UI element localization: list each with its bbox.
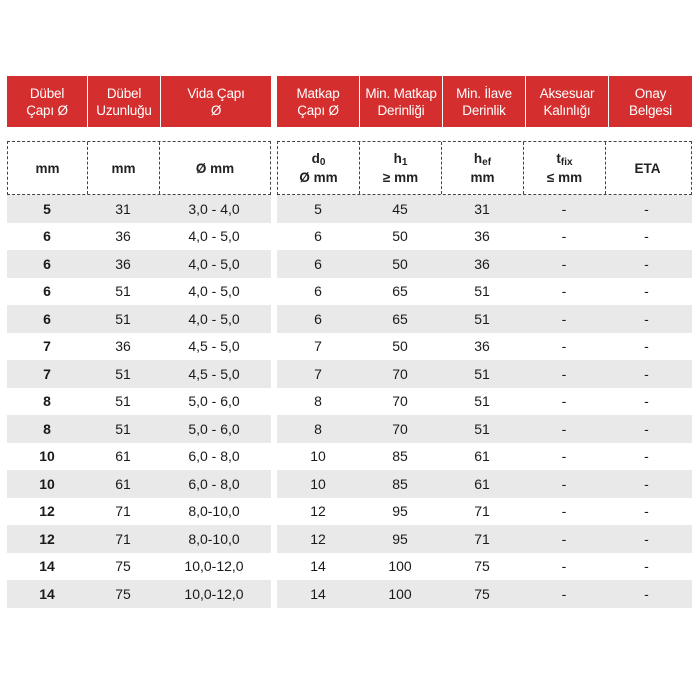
unit-cell: mm bbox=[8, 142, 88, 194]
header-min-drill-depth: Min. Matkap Derinliği bbox=[360, 76, 443, 127]
table-row bbox=[277, 498, 692, 526]
table-cell: 65 bbox=[392, 310, 408, 327]
table-cell: 50 bbox=[392, 338, 408, 355]
table-cell: 61 bbox=[115, 475, 131, 492]
table-cell: 6,0 - 8,0 bbox=[188, 475, 240, 492]
table-cell: 31 bbox=[474, 200, 490, 217]
table-cell: 12 bbox=[310, 530, 326, 547]
table-cell: 45 bbox=[392, 200, 408, 217]
table-cell: 8,0-10,0 bbox=[188, 503, 240, 520]
table-cell: 51 bbox=[115, 283, 131, 300]
dowel-rows bbox=[7, 195, 271, 608]
table-cell: - bbox=[561, 448, 567, 465]
drill-table bbox=[277, 76, 692, 608]
table-cell: 7 bbox=[314, 365, 322, 382]
table-cell: 95 bbox=[392, 503, 408, 520]
table-cell: - bbox=[644, 310, 649, 327]
table-cell: 36 bbox=[474, 255, 490, 272]
table-cell: 6 bbox=[43, 310, 51, 327]
table-row bbox=[7, 470, 271, 498]
table-cell: - bbox=[644, 585, 649, 602]
table-cell: 61 bbox=[474, 475, 490, 492]
table-row bbox=[277, 223, 692, 251]
unit-cell: $h_1$ ≥ mm bbox=[360, 142, 442, 194]
table-cell: 14 bbox=[310, 558, 326, 575]
unit-cell: $d_0$ Ø mm bbox=[278, 142, 360, 194]
table-row bbox=[277, 580, 692, 608]
table-cell: 51 bbox=[474, 283, 490, 300]
table-row bbox=[7, 498, 271, 526]
drill-rows bbox=[277, 195, 692, 608]
header-min-embed-depth: Min. İlave Derinlik bbox=[443, 76, 526, 127]
table-cell: 6 bbox=[314, 228, 322, 245]
table-row bbox=[277, 305, 692, 333]
table-cell: 6,0 - 8,0 bbox=[188, 448, 240, 465]
table-cell: - bbox=[561, 585, 567, 602]
table-cell: 71 bbox=[115, 503, 131, 520]
table-cell: 61 bbox=[115, 448, 131, 465]
dowel-units-row bbox=[7, 141, 271, 195]
table-row bbox=[277, 278, 692, 306]
table-cell: 12 bbox=[39, 503, 55, 520]
table-cell: 4,0 - 5,0 bbox=[188, 310, 240, 327]
table-row bbox=[7, 525, 271, 553]
table-row bbox=[277, 470, 692, 498]
table-cell: 4,0 - 5,0 bbox=[188, 283, 240, 300]
table-cell: - bbox=[561, 558, 567, 575]
table-cell: - bbox=[561, 475, 567, 492]
table-cell: 70 bbox=[392, 420, 408, 437]
table-cell: 6 bbox=[43, 255, 51, 272]
table-cell: 75 bbox=[474, 558, 490, 575]
table-cell: 85 bbox=[392, 475, 408, 492]
table-cell: 5,0 - 6,0 bbox=[188, 393, 240, 410]
table-cell: 12 bbox=[39, 530, 55, 547]
table-row bbox=[7, 333, 271, 361]
table-cell: - bbox=[561, 393, 567, 410]
table-row bbox=[277, 333, 692, 361]
table-cell: - bbox=[561, 228, 567, 245]
unit-cell: $t_{fix}$ ≤ mm bbox=[524, 142, 606, 194]
table-cell: 50 bbox=[392, 228, 408, 245]
table-cell: - bbox=[561, 530, 567, 547]
table-row bbox=[277, 443, 692, 471]
table-row bbox=[7, 250, 271, 278]
table-cell: - bbox=[561, 283, 567, 300]
table-row bbox=[7, 195, 271, 223]
table-cell: - bbox=[644, 365, 649, 382]
drill-units-row bbox=[277, 141, 692, 195]
table-cell: - bbox=[644, 420, 649, 437]
table-cell: 71 bbox=[474, 503, 490, 520]
table-cell: 4,0 - 5,0 bbox=[188, 255, 240, 272]
table-cell: - bbox=[644, 228, 649, 245]
table-cell: 6 bbox=[314, 283, 322, 300]
table-cell: - bbox=[561, 200, 567, 217]
table-cell: 51 bbox=[115, 420, 131, 437]
table-cell: 51 bbox=[474, 393, 490, 410]
table-row bbox=[277, 195, 692, 223]
table-row bbox=[7, 415, 271, 443]
header-screw-diameter: Vida Çapı Ø bbox=[187, 85, 245, 118]
table-cell: 8 bbox=[314, 420, 322, 437]
table-row bbox=[277, 525, 692, 553]
table-cell: 8 bbox=[43, 420, 51, 437]
table-cell: 4,0 - 5,0 bbox=[188, 228, 240, 245]
table-cell: - bbox=[644, 255, 649, 272]
table-cell: 10,0-12,0 bbox=[184, 585, 244, 602]
table-cell: 71 bbox=[474, 530, 490, 547]
table-row bbox=[7, 443, 271, 471]
table-cell: 5,0 - 6,0 bbox=[188, 420, 240, 437]
table-row bbox=[7, 223, 271, 251]
table-cell: 65 bbox=[392, 283, 408, 300]
table-cell: 8 bbox=[314, 393, 322, 410]
header-approval: Onay Belgesi bbox=[629, 85, 672, 118]
drill-table-header bbox=[277, 76, 692, 127]
table-cell: 6 bbox=[43, 283, 51, 300]
table-row bbox=[7, 580, 271, 608]
table-cell: 5 bbox=[43, 200, 51, 217]
header-fixture-thickness: Aksesuar Kalınlığı bbox=[526, 76, 609, 127]
table-cell: 75 bbox=[474, 585, 490, 602]
table-cell: 14 bbox=[310, 585, 326, 602]
table-cell: 85 bbox=[392, 448, 408, 465]
table-cell: 36 bbox=[474, 228, 490, 245]
table-row bbox=[277, 388, 692, 416]
table-cell: 6 bbox=[314, 310, 322, 327]
table-cell: 5 bbox=[314, 200, 322, 217]
table-cell: - bbox=[644, 475, 649, 492]
table-cell: 10 bbox=[39, 448, 55, 465]
table-cell: 51 bbox=[115, 365, 131, 382]
table-row bbox=[277, 415, 692, 443]
table-cell: 10 bbox=[310, 448, 326, 465]
table-cell: - bbox=[644, 558, 649, 575]
table-cell: 6 bbox=[314, 255, 322, 272]
table-cell: 70 bbox=[392, 365, 408, 382]
header-dowel-length: Dübel Uzunluğu bbox=[88, 76, 161, 127]
table-cell: 71 bbox=[115, 530, 131, 547]
table-cell: 36 bbox=[115, 338, 131, 355]
table-cell: 4,5 - 5,0 bbox=[188, 365, 240, 382]
table-cell: - bbox=[561, 503, 567, 520]
header-dowel-diameter: Dübel Çapı Ø bbox=[7, 76, 88, 127]
table-cell: 12 bbox=[310, 503, 326, 520]
table-cell: 36 bbox=[115, 228, 131, 245]
table-cell: 75 bbox=[115, 585, 131, 602]
table-cell: 3,0 - 4,0 bbox=[188, 200, 240, 217]
table-row bbox=[7, 360, 271, 388]
table-cell: - bbox=[644, 283, 649, 300]
table-cell: - bbox=[561, 338, 567, 355]
table-cell: 51 bbox=[474, 310, 490, 327]
table-cell: 4,5 - 5,0 bbox=[188, 338, 240, 355]
table-cell: 14 bbox=[39, 585, 55, 602]
table-cell: - bbox=[644, 448, 649, 465]
table-cell: - bbox=[644, 530, 649, 547]
dowel-table bbox=[7, 76, 271, 608]
table-row bbox=[277, 360, 692, 388]
table-cell: 51 bbox=[115, 310, 131, 327]
table-cell: 7 bbox=[43, 338, 51, 355]
table-row bbox=[277, 553, 692, 581]
table-cell: - bbox=[644, 200, 649, 217]
table-cell: 70 bbox=[392, 393, 408, 410]
table-cell: 31 bbox=[115, 200, 131, 217]
table-cell: 36 bbox=[474, 338, 490, 355]
table-cell: 61 bbox=[474, 448, 490, 465]
table-cell: 95 bbox=[392, 530, 408, 547]
table-cell: 51 bbox=[474, 365, 490, 382]
table-cell: 7 bbox=[43, 365, 51, 382]
table-cell: - bbox=[644, 338, 649, 355]
table-row bbox=[7, 553, 271, 581]
table-cell: 14 bbox=[39, 558, 55, 575]
table-cell: - bbox=[644, 503, 649, 520]
table-cell: 75 bbox=[115, 558, 131, 575]
table-cell: 6 bbox=[43, 228, 51, 245]
unit-cell: Ø mm bbox=[195, 160, 235, 176]
table-cell: - bbox=[561, 255, 567, 272]
table-cell: 7 bbox=[314, 338, 322, 355]
table-cell: 10 bbox=[39, 475, 55, 492]
header-drill-diameter: Matkap Çapı Ø bbox=[277, 76, 360, 127]
unit-cell: ETA bbox=[634, 160, 661, 176]
table-cell: - bbox=[561, 365, 567, 382]
table-cell: 51 bbox=[474, 420, 490, 437]
table-cell: 36 bbox=[115, 255, 131, 272]
table-cell: - bbox=[561, 420, 567, 437]
table-row bbox=[7, 388, 271, 416]
table-cell: 8 bbox=[43, 393, 51, 410]
table-row bbox=[7, 278, 271, 306]
table-row bbox=[7, 305, 271, 333]
table-cell: 100 bbox=[388, 558, 412, 575]
table-cell: 50 bbox=[392, 255, 408, 272]
table-cell: - bbox=[561, 310, 567, 327]
unit-cell: mm bbox=[88, 142, 160, 194]
table-cell: 10 bbox=[310, 475, 326, 492]
table-row bbox=[277, 250, 692, 278]
table-cell: 100 bbox=[388, 585, 412, 602]
table-cell: 51 bbox=[115, 393, 131, 410]
table-cell: - bbox=[644, 393, 649, 410]
dowel-table-header bbox=[7, 76, 271, 127]
table-cell: 8,0-10,0 bbox=[188, 530, 240, 547]
table-cell: 10,0-12,0 bbox=[184, 558, 244, 575]
unit-cell: $h_{ef}$ mm bbox=[442, 142, 524, 194]
